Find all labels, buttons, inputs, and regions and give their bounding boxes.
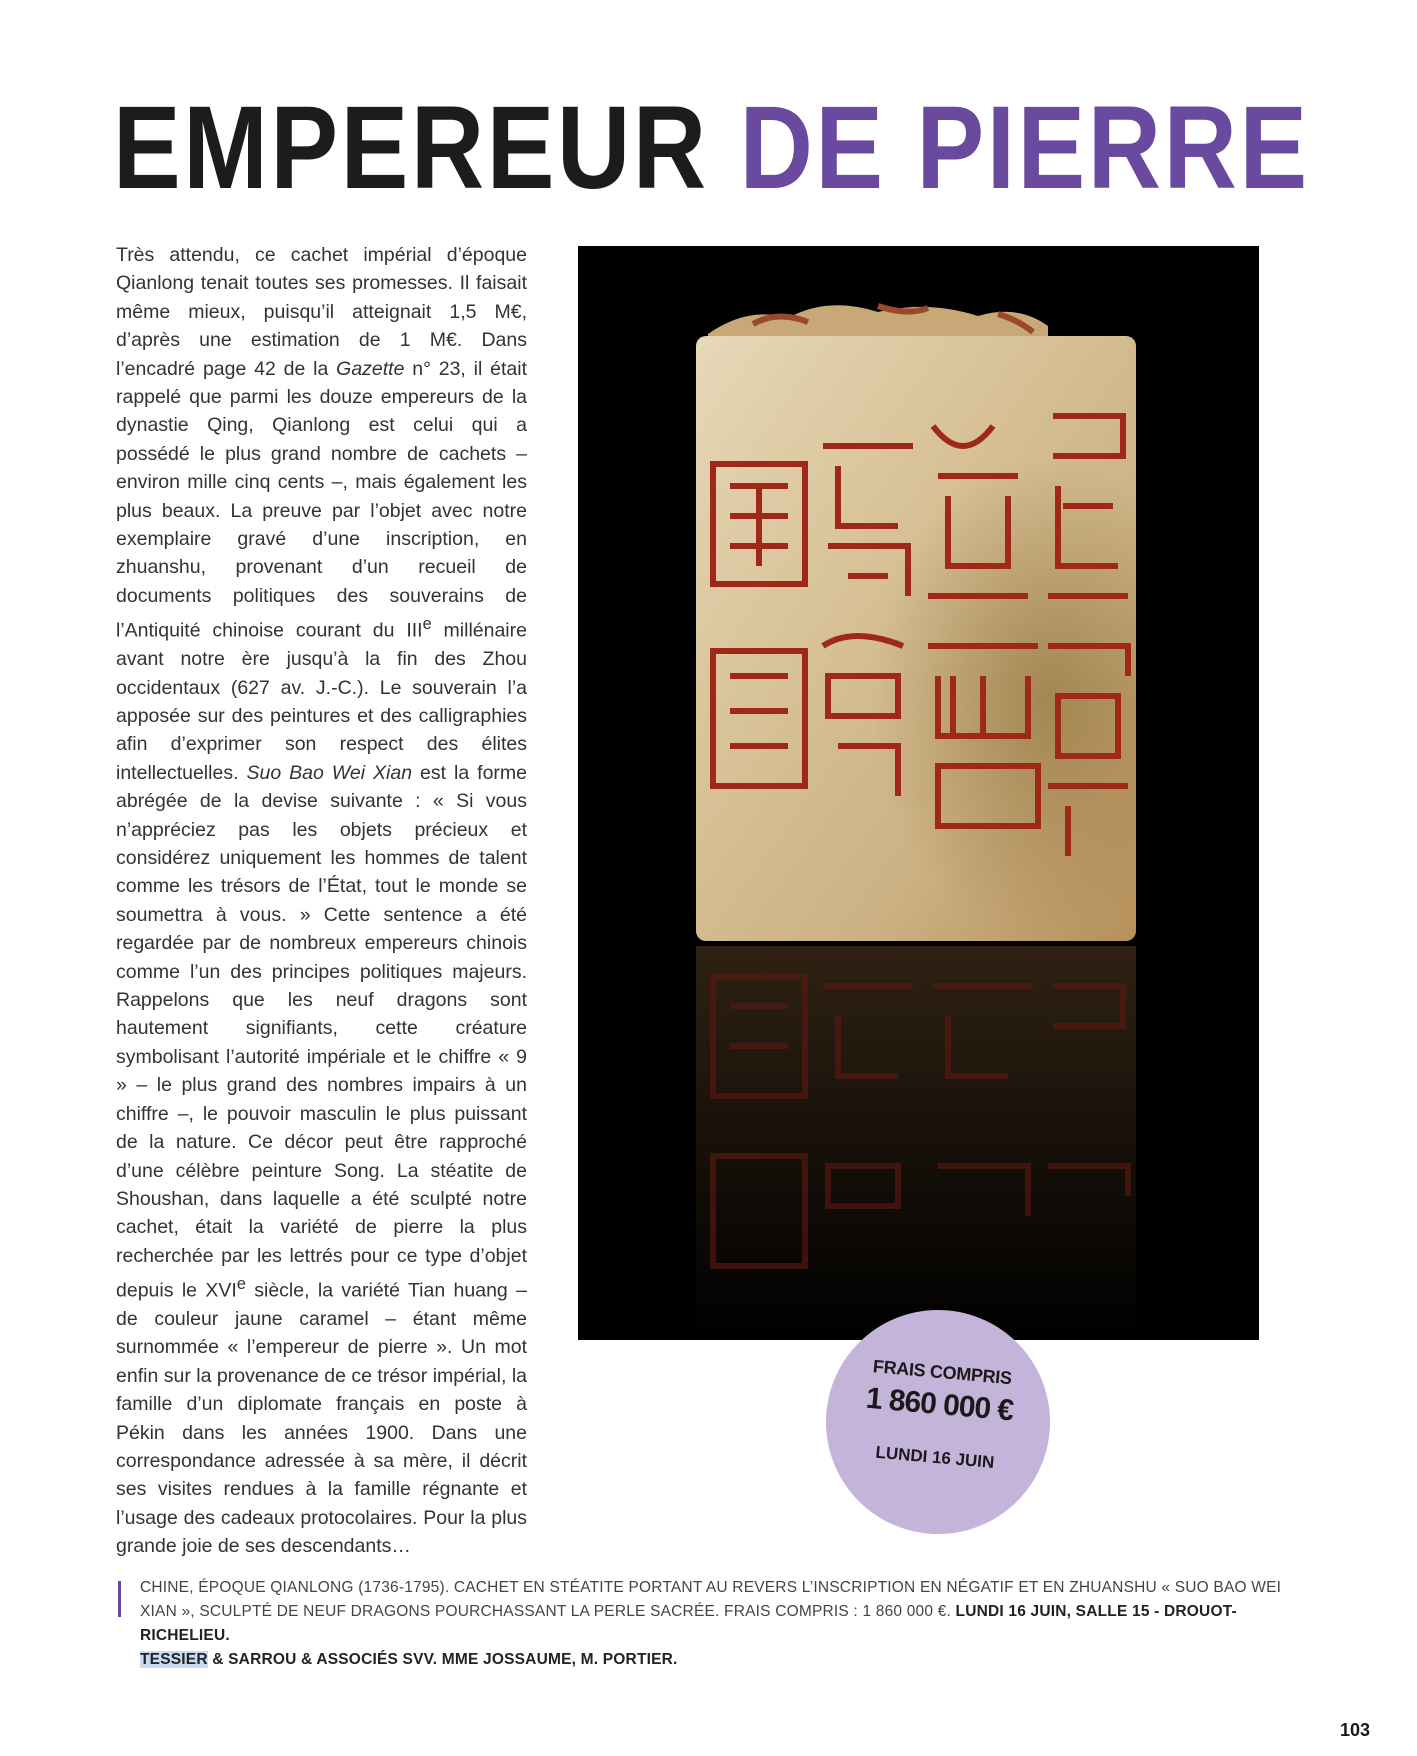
caption-auction-house: & SARROU & ASSOCIÉS SVV. MME JOSSAUME, M. PORTIER.: [207, 1651, 678, 1668]
badge-date: LUNDI 16 JUIN: [874, 1442, 996, 1473]
title-part-1: EMPEREUR: [113, 82, 709, 214]
caption-text: CHINE, ÉPOQUE QIANLONG (1736-1795). CACHET EN STÉATITE PORTANT AU REVERS L’INSCRIPTION EN NÉGATIF ET EN ZHUANSHU « SUO BAO WEI XIAN », SCULPTÉ DE NEUF DRAGONS POURCHASSANT LA PERLE SACRÉE. FRAIS COMPRIS : 1 860 000 €.: [140, 1579, 1282, 1620]
article-text: est la forme abrégée de la devise suivante : « Si vous n’appréciez pas les objets précieux et considérez uniquement les hommes de talent comme les trésors de l’État, tout le monde se soumettra à vous. » Cette sentence a été regardée par de nombreux empereurs chinois comme l’un des principes politiques majeurs. Rappelons que les neuf dragons sont hautement signifiants, cette créature symbolisant l’autorité impériale et le chiffre « 9 » – le plus grand des nombres impairs à un chiffre –, le pouvoir masculin le plus puissant de la nature. Ce décor peut être rapproché d’une célèbre peinture Song. La stéatite de Shoushan, dans laquelle a été sculpté notre cachet, était la variété de pierre la plus recherchée par les lettrés pour ce type d’objet depuis le XVI: [116, 761, 528, 1302]
seal-illustration: [578, 246, 1259, 1340]
badge-amount: 1 860 000 €: [864, 1381, 1015, 1428]
seal-name: Suo Bao Wei Xian: [246, 761, 413, 784]
page-number: 103: [1340, 1720, 1371, 1740]
article-text: siècle, la variété Tian huang – de couleur jaune caramel – étant même surnommée « l’empereur de pierre ». Un mot enfin sur la provenance de ce trésor impérial, la famille d’un diplomate français en poste à Pékin dans les années 1900. Dans une correspondance adressée à sa mère, il décrit ses visites rendues à la famille régnante et l’usage des cadeaux protocolaires. Pour la plus grande joie de ses descendants…: [116, 1279, 527, 1558]
title-part-2: DE PIERRE: [739, 82, 1310, 214]
article-text: Très attendu, ce cachet impérial d’époque Qianlong tenait toutes ses promesses. Il faisait même mieux, puisqu’il atteignait 1,5 M€, d’après une estimation de 1 M€. Dans l’encadré page 42 de la: [116, 244, 527, 380]
seal-photo: [578, 246, 1259, 1340]
article-body: [116, 241, 527, 1561]
gazette-title: Gazette: [336, 357, 405, 380]
superscript: e: [236, 1275, 246, 1294]
caption-accent-bar: [118, 1581, 121, 1617]
caption-sale-info: LUNDI 16 JUIN, SALLE 15 - DROUOT-RICHELIEU.: [140, 1603, 1237, 1644]
article-text: n° 23, il était rappelé que parmi les douze empereurs de la dynastie Qing, Qianlong est celui qui a possédé le plus grand nombre de cachets – environ mille cinq cents –, mais également les plus beaux. La preuve par l’objet avec notre exemplaire gravé d’une inscription, en zhuanshu, provenant d’un recueil de documents politiques des souverains de l’Antiquité chinoise courant du III: [116, 357, 527, 642]
image-caption: [140, 1576, 1290, 1672]
superscript: e: [422, 615, 432, 634]
article-text: millénaire avant notre ère jusqu’à la fin des Zhou occidentaux (627 av. J.-C.). Le souverain l’a apposée sur des peintures et des calligraphies afin d’exprimer son respect des élites intellectuelles.: [116, 619, 527, 784]
article-paragraph: [116, 241, 527, 1561]
badge-label: FRAIS COMPRIS: [872, 1356, 1013, 1389]
caption-auction-house-highlight[interactable]: TESSIER: [140, 1651, 208, 1668]
page-title: [113, 78, 1310, 218]
